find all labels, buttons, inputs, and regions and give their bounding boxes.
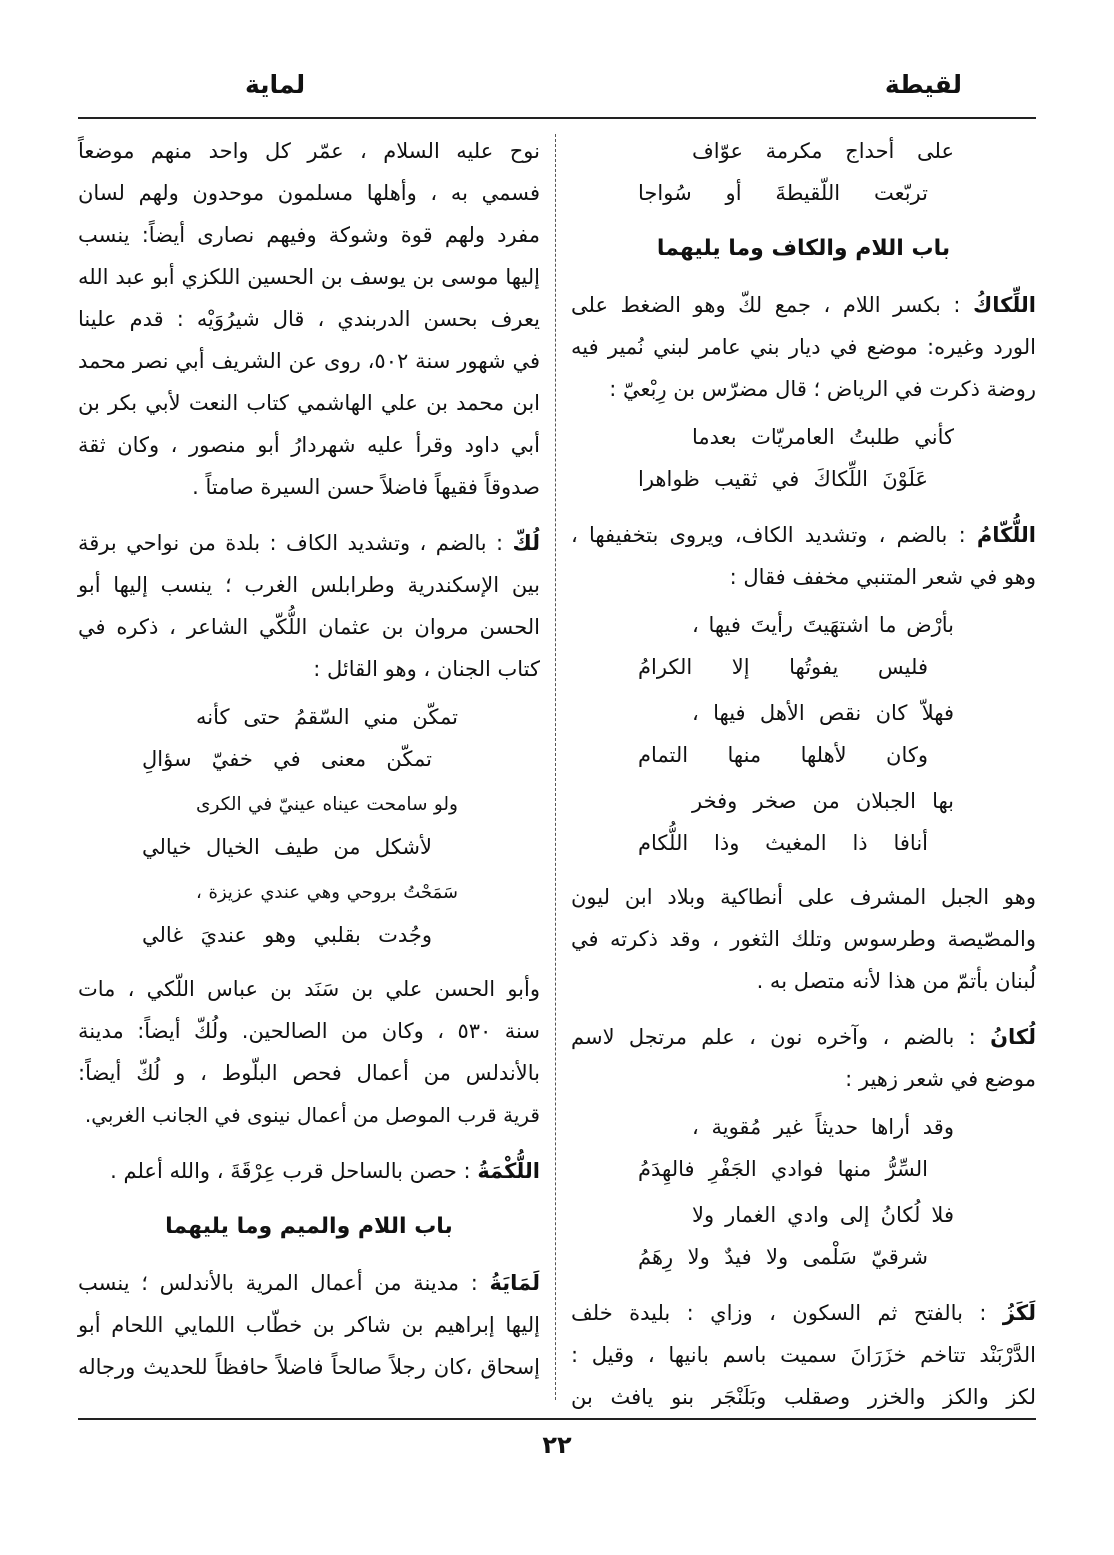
entry-text: : بالضم ، وآخره نون ، علم مرتجل لاسم [571, 1025, 976, 1049]
verse-block [571, 1106, 1036, 1278]
text-line: وهو الجبل المشرف على أنطاكية وبلاد ابن ليون [571, 885, 1036, 909]
text-line: إليها إبراهيم بن شاكر بن خطّاب اللمايي اللحام أبو [78, 1313, 540, 1337]
entry-text: : بالضم ، وتشديد الكاف، ويروى بتخفيفها ، [571, 523, 966, 547]
text-line: كتاب الجنان ، وهو القائل : [313, 657, 540, 681]
section-heading: باب اللام والكاف وما يليهما [656, 236, 951, 261]
verse-line: بأرْض ما اشتهَيتَ رأيتَ فيها ، [692, 613, 954, 637]
text-line [571, 514, 1036, 556]
verse-line: تربّعت اللّقيطةَ أو سُواجا [638, 181, 928, 205]
text-line [571, 1016, 1036, 1058]
verse-line: وكان لأهلها منها التمام [638, 743, 928, 767]
text-line: والمصّيصة وطرسوس وتلك الثغور ، وقد ذكرته في [571, 927, 1036, 951]
verse-line: فلا لُكانُ إلى وادي الغمار ولا [692, 1203, 954, 1227]
text-line: بين الإسكندرية وطرابلس الغرب ؛ ينسب إليها أبو [78, 573, 540, 597]
paragraph [78, 130, 540, 508]
dictionary-entry [78, 522, 540, 690]
verse-line: فهلاّ كان نقص الأهل فيها ، [692, 701, 954, 725]
verse-block [78, 696, 540, 956]
text-line: الدَّرْبَنْد تتاخم خزَرَانَ سميت باسم بانيها ، وقيل : [571, 1343, 1036, 1367]
verse-block [571, 604, 1036, 864]
verse-line: شرقيّ سَلْمى ولا فيدٌ ولا رِهَمُ [638, 1245, 928, 1269]
text-line: سنة ٥٣٠ ، وكان من الصالحين. ولُكّ أيضاً: مدينة [78, 1019, 540, 1043]
text-line: الحسن مروان بن عثمان اللُّكّي الشاعر ، ذكره في [78, 615, 540, 639]
verse-line: فليس يفوتُها إلا الكرامُ [638, 655, 928, 679]
verse-block [571, 130, 1036, 214]
entry-text: : بالفتح ثم السكون ، وزاي : بليدة خلف [571, 1301, 987, 1325]
entry-text: : مدينة من أعمال المرية بالأندلس ؛ ينسب [78, 1271, 478, 1295]
top-rule [78, 117, 1036, 119]
verse-line: على أحداج مكرمة عوّاف [692, 139, 954, 163]
running-head-left: لماية [245, 70, 306, 99]
verse-line: سَمَحْتُ بروحي وهي عندي عزيزة ، [196, 882, 458, 903]
verse-line: بها الجبلان من صخر وفخر [692, 789, 954, 813]
paragraph [78, 968, 540, 1136]
entry-headword: لُكانُ [990, 1025, 1036, 1049]
column-left [78, 130, 540, 1388]
entry-headword: اللُّكْمَةُ [477, 1159, 540, 1183]
text-line: ابن محمد بن علي الهاشمي كتاب النعت لأبي بكر بن [78, 391, 540, 415]
entry-text: : بالضم ، وتشديد الكاف : بلدة من نواحي برقة [78, 531, 504, 555]
text-line: في شهور سنة ٥٠٢، روى عن الشريف أبي نصر محمد [78, 349, 540, 373]
entry-headword: لُكّ [512, 531, 540, 555]
column-right [571, 130, 1036, 1418]
text-line: إسحاق ،كان رجلاً صالحاً فاضلاً حافظاً للحديث ورجاله [78, 1355, 540, 1379]
paragraph [571, 876, 1036, 1002]
text-line: الورد وغيره: موضع في ديار بني عامر لبني نُمير فيه [571, 335, 1036, 359]
text-line [78, 1262, 540, 1304]
entry-text: : حصن بالساحل قرب عِرْقَةَ ، والله أعلم . [110, 1159, 471, 1183]
entry-headword: اللِّكاكُ [972, 293, 1036, 317]
text-line: وأبو الحسن علي بن سَنَد بن عباس اللّكي ، مات [78, 977, 540, 1001]
verse-line: كأني طلبتُ العامريّات بعدما [692, 425, 954, 449]
text-line [78, 1150, 540, 1192]
dictionary-entry [571, 284, 1036, 410]
text-line: نوح عليه السلام ، عمّر كل واحد منهم موضعاً [78, 139, 540, 163]
text-line: روضة ذكرت في الرياض ؛ قال مضرّس بن رِبْعيّ : [609, 377, 1036, 401]
verse-line: وقد أراها حديثاً غير مُقوية ، [692, 1115, 954, 1139]
section-heading: باب اللام والميم وما يليهما [165, 1214, 453, 1239]
dictionary-entry [571, 1292, 1036, 1418]
text-line: يعرف بحسن الدربندي ، قال شيرُوَيْه : قدم علينا [78, 307, 540, 331]
entry-headword: لَمَايَةُ [489, 1271, 540, 1295]
dictionary-entry [571, 514, 1036, 598]
text-line: صدوقاً فقيهاً فاضلاً حسن السيرة صامتاً . [192, 475, 540, 499]
text-line [571, 1292, 1036, 1334]
text-line: أبي داود وقرأ عليه شهردارُ أبو منصور ، وكان ثقة [78, 433, 540, 457]
dictionary-entry [78, 1262, 540, 1388]
text-line [571, 284, 1036, 326]
verse-line: السِّرُّ منها فوادي الجَفْرِ فالهِدَمُ [638, 1157, 928, 1181]
dictionary-entry [78, 1150, 540, 1192]
text-line: مفرد ولهم قوة وشوكة وفيهم نصارى أيضاً: ينسب [78, 223, 540, 247]
text-line: وهو في شعر المتنبي مخفف فقال : [729, 565, 1036, 589]
entry-text: : بكسر اللام ، جمع لكّ وهو الضغط على [571, 293, 961, 317]
column-divider [555, 134, 556, 1400]
verse-line: عَلَوْنَ اللِّكاكَ في ثقيب ظواهرا [638, 467, 928, 491]
verse-line: لأشكل من طيف الخيال خيالي [142, 835, 432, 859]
verse-line: تمكّن معنى في خفيّ سؤالِ [142, 747, 432, 771]
text-line: لُبنان بأتمّ من هذا لأنه متصل به . [756, 969, 1036, 993]
text-line: بالأندلس من أعمال فحص البلّوط ، و لُكّ أيضاً: [78, 1061, 540, 1085]
verse-line: أنافا ذا المغيث وذا اللُّكام [638, 831, 928, 855]
page-number: ٢٢ [542, 1431, 572, 1459]
running-head-right: لقيطة [884, 70, 962, 99]
verse-line: وجُدت بقلبي وهو عنديَ غالي [142, 923, 432, 947]
text-line: لكز والكز والخزر وصقلب وبَلَنْجَر بنو يافث بن [571, 1385, 1036, 1409]
verse-block [571, 416, 1036, 500]
text-line: إليها موسى بن يوسف بن الحسين اللكزي أبو عبد الله [78, 265, 540, 289]
verse-line: تمكّن مني السّقمُ حتى كأنه [196, 705, 458, 729]
verse-line: ولو سامحت عيناه عينيّ في الكرى [196, 794, 458, 815]
text-line: قرية قرب الموصل من أعمال نينوى في الجانب الغربي. [84, 1103, 540, 1127]
dictionary-entry [571, 1016, 1036, 1100]
text-line: فسمي به ، وأهلها مسلمون موحدون ولهم لسان [78, 181, 540, 205]
text-line [78, 522, 540, 564]
entry-headword: اللُّكّامُ [976, 523, 1036, 547]
entry-headword: لَكَزُ [1002, 1301, 1036, 1325]
text-line: موضع في شعر زهير : [845, 1067, 1036, 1091]
bottom-rule [78, 1418, 1036, 1420]
